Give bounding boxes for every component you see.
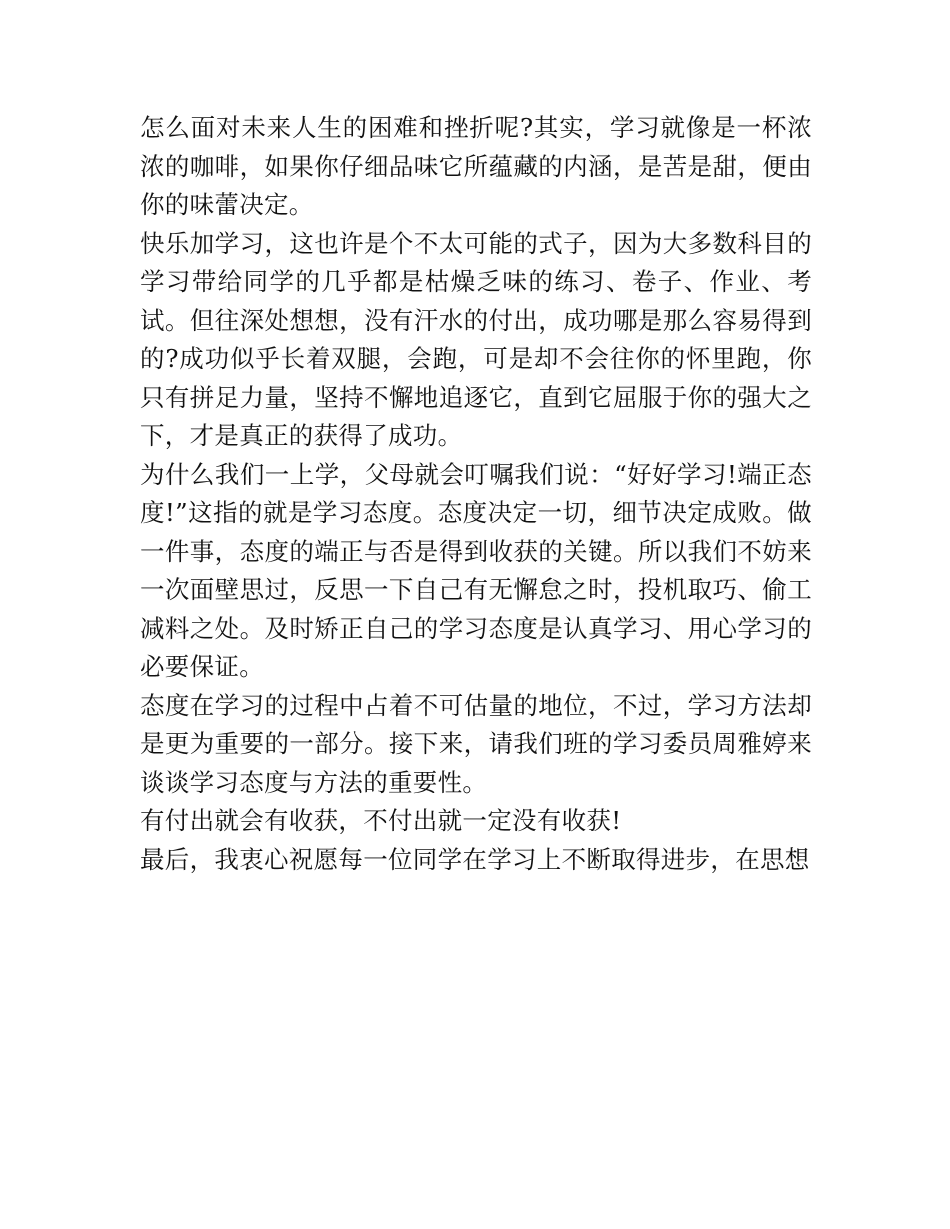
paragraph-5: 有付出就会有收获，不付出就一定没有收获! — [140, 806, 622, 835]
paragraph-6: 最后，我衷心祝愿每一位同学在学习上不断取得进步，在思想 — [140, 844, 810, 874]
paragraph-4: 态度在学习的过程中占着不可估量的地位，不过，学习方法却是更为重要的一部分。接下来，请我们班的学习委员周雅婷来谈谈学习态度与方法的重要性。 — [140, 690, 812, 797]
paragraph-1: 怎么面对未来人生的困难和挫折呢?其实，学习就像是一杯浓浓的咖啡，如果你仔细品味它所蕴藏的内涵，是苦是甜，便由你的味蕾决定。 — [140, 113, 812, 219]
paragraph-2: 快乐加学习，这也许是个不太可能的式子，因为大多数科目的学习带给同学的几乎都是枯燥乏味的练习、卷子、作业、考试。但往深处想想，没有汗水的付出，成功哪是那么容易得到的?成功似乎长着双腿，会跑，可是却不会往你的怀里跑，你只有拼足力量，坚持不懈地追逐它，直到它屈服于你的强大之下，才是真正的获得了成功。 — [140, 228, 812, 450]
paragraph-3: 为什么我们一上学，父母就会叮嘱我们说：“好好学习!端正态度!”这指的就是学习态度。态度决定一切，细节决定成败。做一件事，态度的端正与否是得到收获的关键。所以我们不妨来一次面壁思过，反思一下自己有无懈怠之时，投机取巧、偷工减料之处。及时矫正自己的学习态度是认真学习、用心学习的必要保证。 — [140, 459, 812, 681]
document-body — [140, 109, 812, 879]
